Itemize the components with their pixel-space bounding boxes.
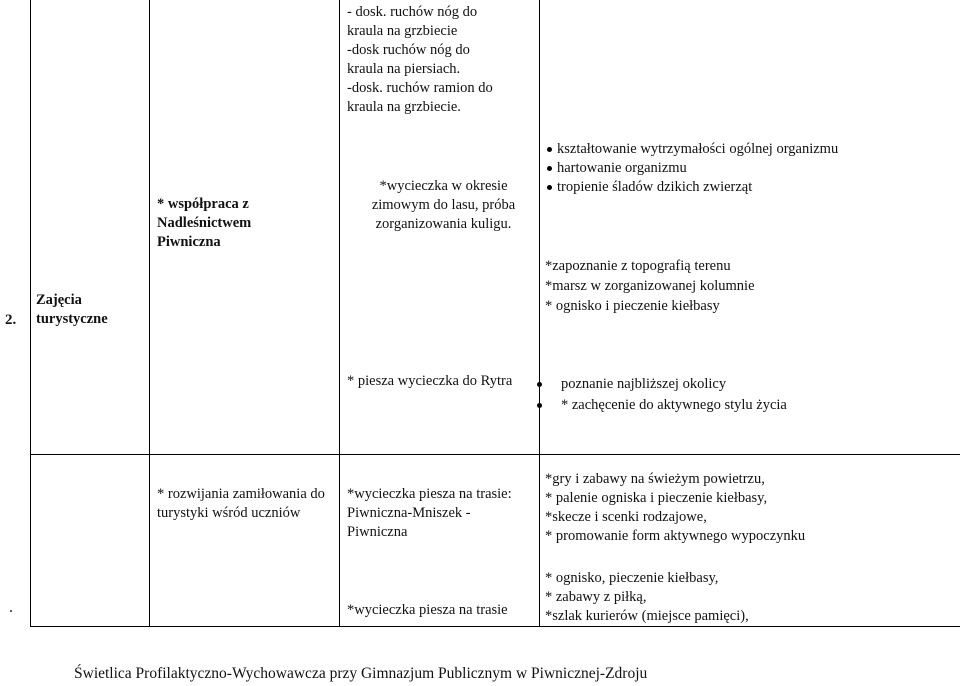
list-item: poznanie najbliższej okolicy	[539, 374, 787, 395]
table-border-bottom	[30, 626, 960, 627]
effect-line: * ognisko i pieczenie kiełbasy	[545, 298, 720, 314]
effects-lines-1	[545, 256, 755, 316]
effect-line: * ognisko, pieczenie kiełbasy,	[545, 570, 719, 586]
activity-mniszek-trip: *wycieczka piesza na trasie: Piwniczna-Mniszek -Piwniczna	[347, 486, 512, 540]
row-title: Zajęcia turystyczne	[36, 292, 108, 327]
note-line: -dosk. ruchów ramion do	[347, 80, 493, 96]
list-item: * zachęcenie do aktywnego stylu życia	[539, 395, 787, 416]
effect-line: *gry i zabawy na świeżym powietrzu,	[545, 471, 765, 487]
bottom-marker: .	[9, 599, 13, 616]
page-footer: Świetlica Profilaktyczno-Wychowawcza przy Gimnazjum Publicznym w Piwnicznej-Zdroju	[74, 665, 648, 682]
activity-winter-trip: *wycieczka w okresie zimowym do lasu, próba zorganizowania kuligu.	[371, 178, 516, 232]
table-divider-1	[149, 0, 150, 626]
effect-line: * zabawy z piłką,	[545, 589, 647, 605]
table-divider-3	[539, 0, 540, 626]
table-divider-2	[339, 0, 340, 626]
effect-line: *szlak kurierów (miejsce pamięci),	[545, 608, 749, 624]
goal-cooperation: * współpraca z Nadleśnictwem Piwniczna	[157, 196, 252, 250]
effects-lines-3	[545, 470, 805, 546]
list-item: tropienie śladów dzikich zwierząt	[545, 178, 838, 197]
row-number: 2.	[5, 312, 17, 328]
note-line: kraula na grzbiecie.	[347, 99, 461, 115]
swimming-notes	[347, 3, 493, 117]
table-row-divider	[30, 454, 960, 455]
effect-line: *zapoznanie z topografią terenu	[545, 258, 731, 274]
activity-rytro-trip: * piesza wycieczka do Rytra	[347, 373, 513, 389]
table-border-left	[30, 0, 31, 626]
goal-tourism: * rozwijania zamiłowania do turystyki wśród uczniów	[157, 486, 325, 521]
note-line: kraula na grzbiecie	[347, 23, 458, 39]
note-line: -dosk ruchów nóg do	[347, 42, 470, 58]
list-item: hartowanie organizmu	[545, 159, 838, 178]
effect-line: *marsz w zorganizowanej kolumnie	[545, 278, 755, 294]
note-line: kraula na piersiach.	[347, 61, 461, 77]
note-line: - dosk. ruchów nóg do	[347, 4, 478, 20]
effects-list-2	[539, 374, 787, 416]
activity-hiking-trip: *wycieczka piesza na trasie	[347, 602, 508, 618]
effect-line: * promowanie form aktywnego wypoczynku	[545, 528, 806, 544]
effect-line: * palenie ogniska i pieczenie kiełbasy,	[545, 490, 768, 506]
effect-line: *skecze i scenki rodzajowe,	[545, 509, 707, 525]
effects-list-1	[545, 140, 838, 197]
list-item: kształtowanie wytrzymałości ogólnej organizmu	[545, 140, 838, 159]
effects-lines-4	[545, 569, 749, 626]
